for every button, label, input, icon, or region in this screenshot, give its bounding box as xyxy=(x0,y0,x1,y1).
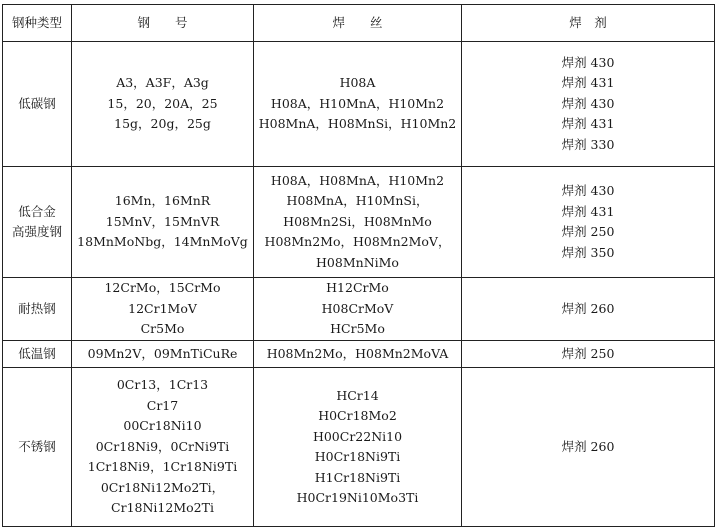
steel-grade-line: 15g，20g，25g xyxy=(114,116,211,132)
welding-wire-line: H08A，H10MnA，H10Mn2 xyxy=(270,95,445,111)
cell-steel-type xyxy=(3,368,72,527)
header-flux: 焊 剂 xyxy=(462,5,715,42)
table-row xyxy=(3,341,715,368)
steel-grade-line: 0Cr18Ni9，0CrNi9Ti xyxy=(95,438,230,454)
flux-line: 焊剂 260 xyxy=(561,438,615,454)
steel-grade-line: Cr18Ni12Mo2Ti xyxy=(111,500,214,516)
table-row xyxy=(3,278,715,341)
flux-line: 焊剂 430 xyxy=(561,183,615,198)
table-row xyxy=(3,368,715,527)
welding-wire-line: H08Mn2Mo，H08Mn2MoV， xyxy=(264,234,451,250)
cell-welding-wire xyxy=(254,278,462,341)
cell-steel-type xyxy=(3,341,72,368)
flux-line: 焊剂 330 xyxy=(561,136,615,152)
table-row xyxy=(3,167,715,278)
welding-wire-line: H0Cr19Ni10Mo3Ti xyxy=(296,490,419,505)
steel-grade-line: Cr5Mo xyxy=(140,321,185,337)
steel-grade-line: 15MnV，15MnVR xyxy=(105,213,220,229)
steel-type-text: 高强度钢 xyxy=(11,224,62,239)
steel-grade-line: 12Cr1MoV xyxy=(128,300,197,316)
cell-steel-type xyxy=(3,167,72,278)
header-welding-wire: 焊 丝 xyxy=(254,5,462,42)
steel-grade-line: 18MnMoNbg，14MnMoVg xyxy=(77,234,248,250)
flux-line: 焊剂 260 xyxy=(561,300,615,316)
steel-type-text: 耐热钢 xyxy=(18,300,56,316)
welding-wire-line: H0Cr18Mo2 xyxy=(318,408,397,423)
cell-steel-grade xyxy=(72,368,254,527)
cell-steel-grade xyxy=(72,167,254,278)
flux-line: 焊剂 250 xyxy=(561,345,615,361)
steel-type-text: 不锈钢 xyxy=(18,438,56,454)
welding-wire-line: H0Cr18Ni9Ti xyxy=(314,449,401,464)
cell-steel-grade xyxy=(72,341,254,368)
flux-line: 焊剂 430 xyxy=(561,54,615,70)
welding-wire-line: H08Mn2Mo，H08Mn2MoVA xyxy=(266,345,449,361)
flux-line: 焊剂 430 xyxy=(561,95,615,111)
welding-wire-line: H00Cr22Ni10 xyxy=(312,428,403,444)
table-body xyxy=(3,42,715,527)
table-row xyxy=(3,42,715,167)
welding-wire-line: H08A，H08MnA，H10Mn2 xyxy=(270,172,445,188)
welding-wire-line: H08A xyxy=(339,75,376,91)
cell-flux xyxy=(462,42,715,167)
welding-wire-line: HCr5Mo xyxy=(330,321,385,337)
cell-flux xyxy=(462,278,715,341)
header-steel-type: 钢种类型 xyxy=(3,5,72,42)
steel-type-text: 低温钢 xyxy=(18,345,56,361)
welding-wire-line: HCr14 xyxy=(336,387,379,403)
steel-grade-line: 0Cr13，1Cr13 xyxy=(116,377,209,393)
steel-type-text: 低碳钢 xyxy=(18,95,56,111)
cell-welding-wire xyxy=(254,167,462,278)
steel-grade-line: 1Cr18Ni9，1Cr18Ni9Ti xyxy=(87,459,238,475)
cell-welding-wire xyxy=(254,368,462,527)
steel-grade-line: Cr17 xyxy=(146,397,179,413)
flux-line: 焊剂 431 xyxy=(561,75,615,91)
welding-wire-line: H08MnA，H08MnSi，H10Mn2 xyxy=(258,116,457,132)
flux-line: 焊剂 431 xyxy=(561,116,615,132)
welding-wire-line: H08Mn2Si，H08MnMo xyxy=(283,213,432,229)
steel-grade-line: A3，A3F，A3g xyxy=(116,75,209,91)
steel-grade-line: 15，20，20A，25 xyxy=(107,95,218,111)
welding-wire-line: H12CrMo xyxy=(326,280,389,296)
welding-wire-line: H08CrMoV xyxy=(321,300,394,316)
cell-welding-wire xyxy=(254,42,462,167)
header-row xyxy=(3,5,715,42)
steel-grade-line: 16Mn，16MnR xyxy=(114,193,211,209)
flux-line: 焊剂 431 xyxy=(561,203,615,219)
steel-grade-line: 0Cr18Ni12Mo2Ti， xyxy=(100,479,225,495)
header-steel-grade: 钢 号 xyxy=(72,5,254,42)
cell-steel-type xyxy=(3,42,72,167)
cell-flux xyxy=(462,167,715,278)
steel-type-text: 低合金 xyxy=(18,203,56,219)
cell-flux xyxy=(462,368,715,527)
cell-welding-wire xyxy=(254,341,462,368)
welding-wire-line: H1Cr18Ni9Ti xyxy=(314,469,401,485)
cell-steel-type xyxy=(3,278,72,341)
flux-line: 焊剂 350 xyxy=(561,244,615,260)
welding-wire-line: H08MnA，H10MnSi， xyxy=(286,193,429,209)
steel-grade-line: 12CrMo，15CrMo xyxy=(104,280,221,296)
cell-flux xyxy=(462,341,715,368)
steel-grade-line: 00Cr18Ni10 xyxy=(123,418,202,434)
flux-line: 焊剂 250 xyxy=(561,224,615,239)
cell-steel-grade xyxy=(72,42,254,167)
welding-materials-table xyxy=(2,4,715,527)
welding-wire-line: H08MnNiMo xyxy=(316,254,399,270)
cell-steel-grade xyxy=(72,278,254,341)
steel-grade-line: 09Mn2V，09MnTiCuRe xyxy=(87,345,238,361)
